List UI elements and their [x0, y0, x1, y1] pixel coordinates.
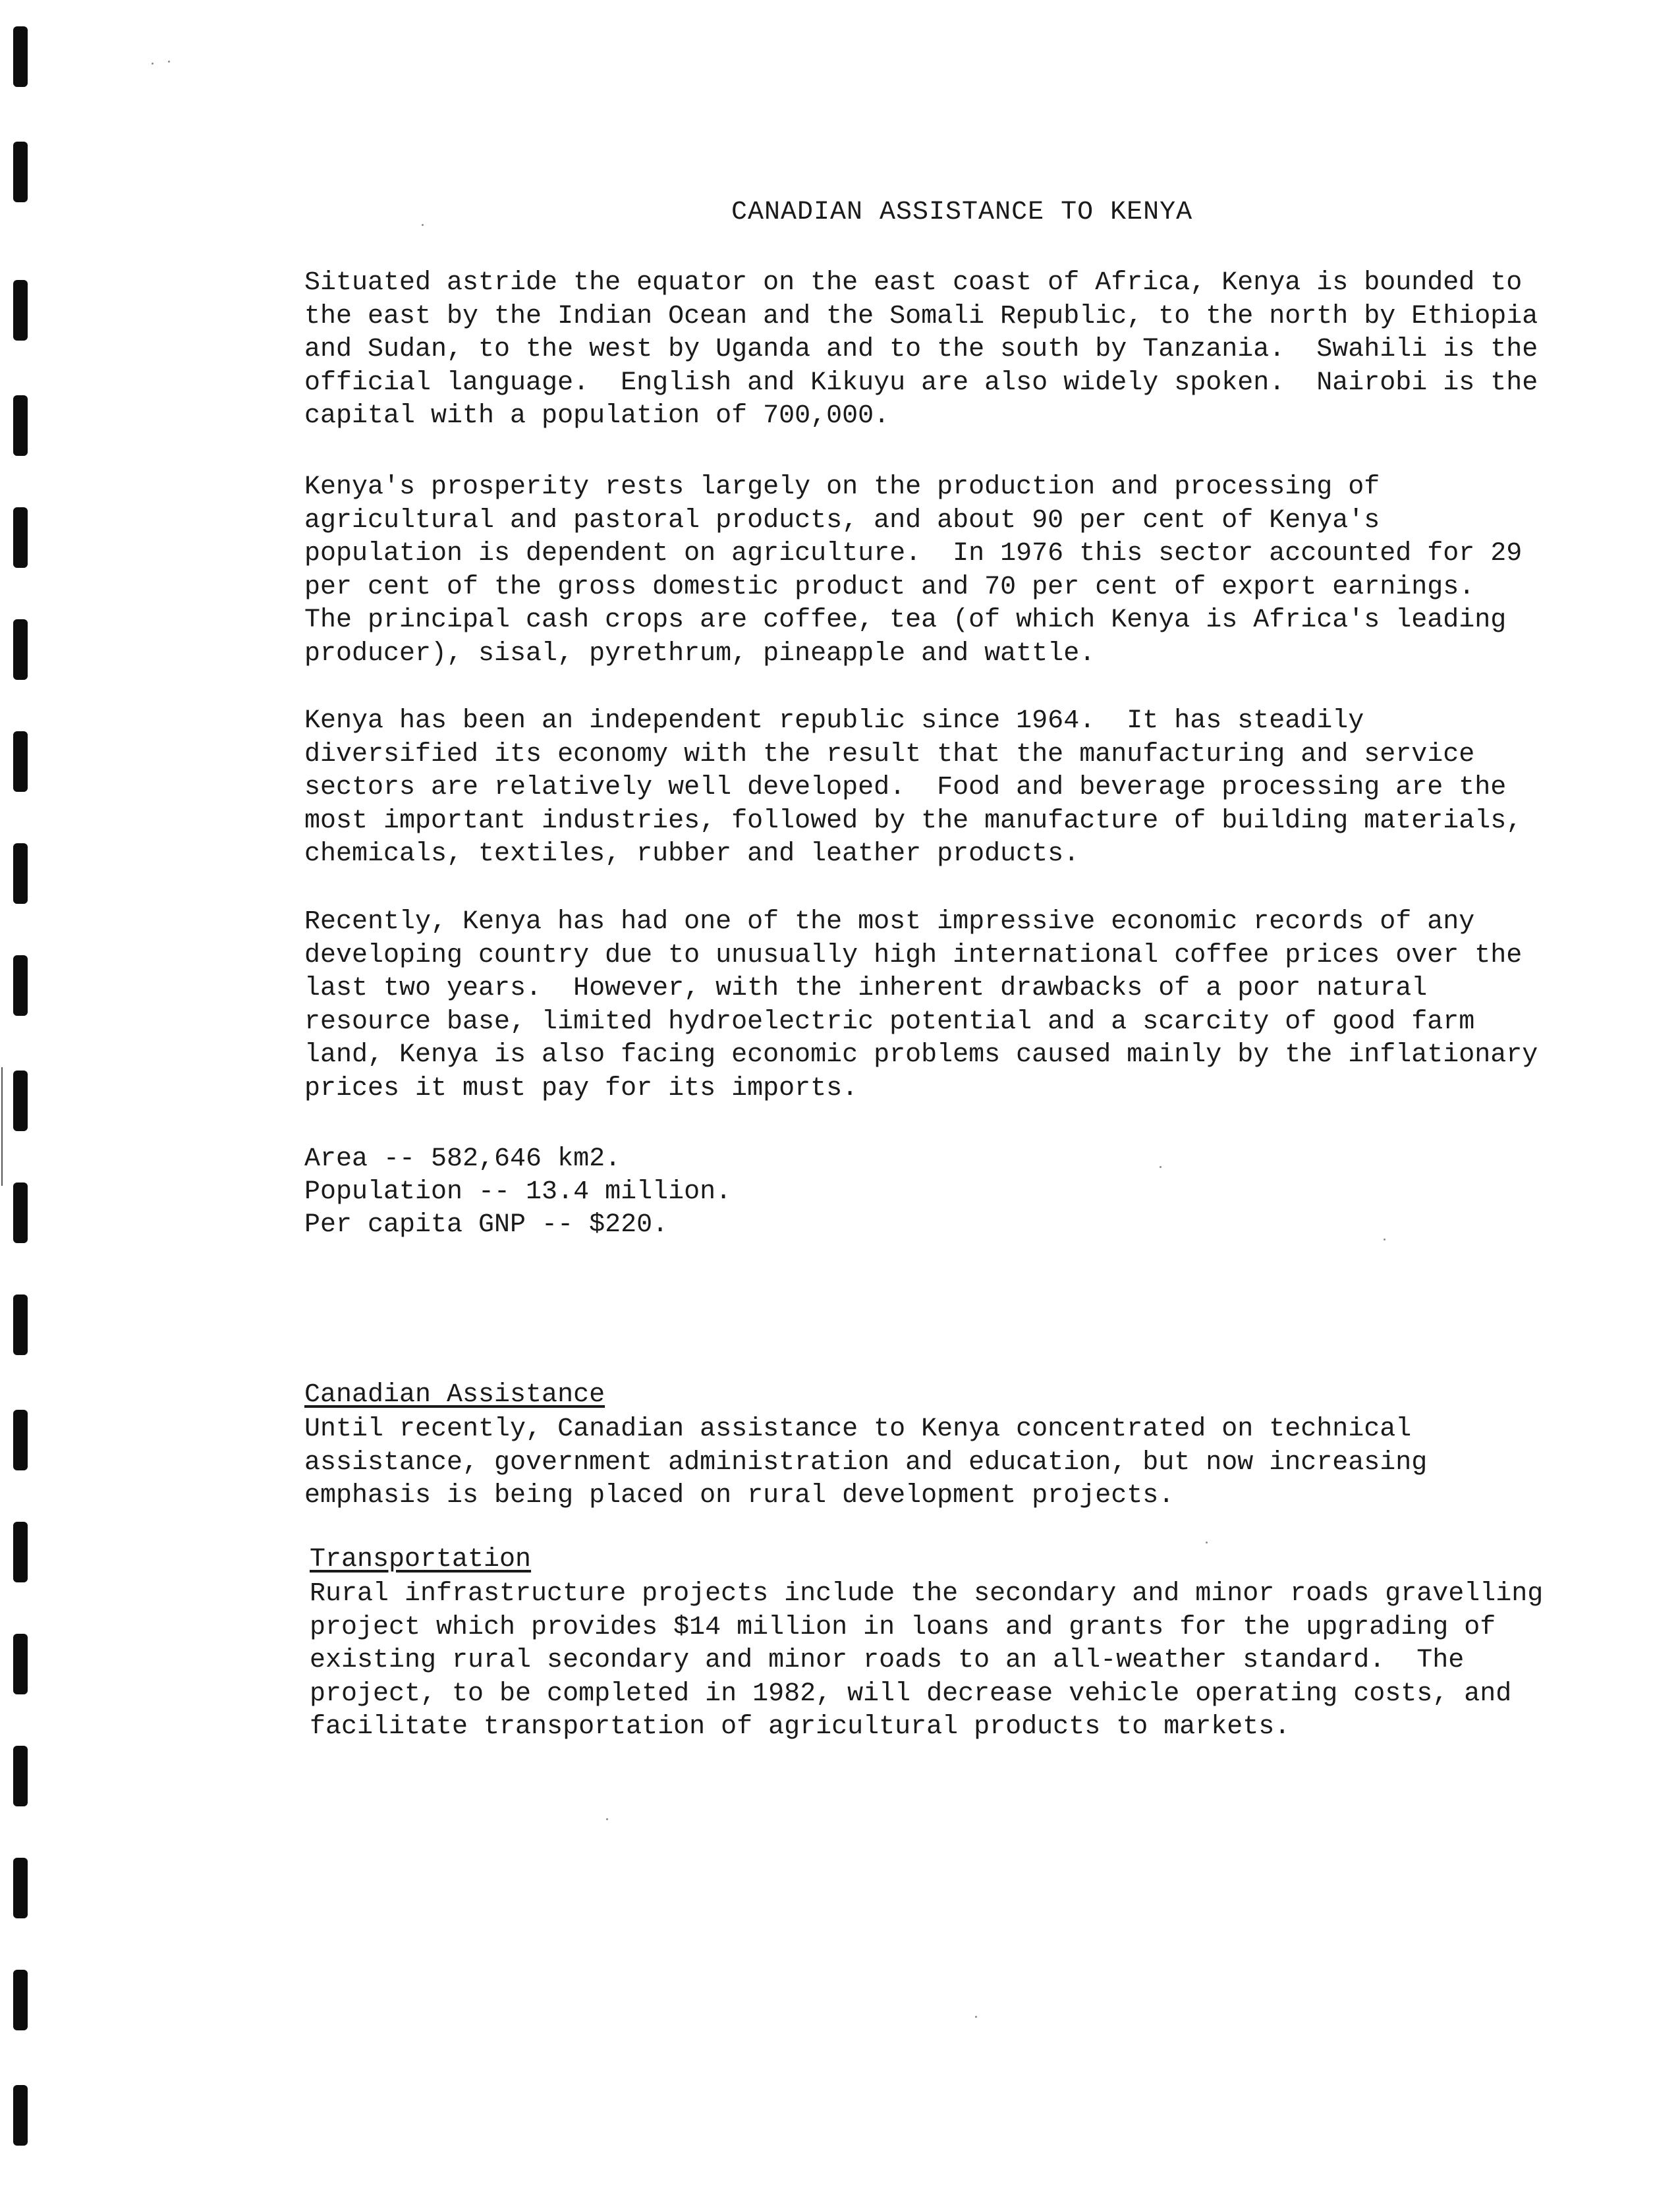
binder-hole: [13, 507, 28, 568]
section-heading-transportation: Transportation: [310, 1545, 532, 1574]
binder-hole: [13, 731, 28, 792]
paragraph-geography: Situated astride the equator on the east coast of Africa, Kenya is bounded to the east by the Indian Ocean and the Somali Republic, to the north by Ethiopia and Sudan, to the west by Uganda and to the south by Tanzania. Swahili is the official language. English and Kikuyu are also widely spoken. Nairobi is the capital with a population of 700,000.: [304, 268, 1538, 431]
binder-hole: [13, 1858, 28, 1918]
binder-hole: [13, 1522, 28, 1582]
scan-speck: [975, 2016, 977, 2018]
fact-population: Population -- 13.4 million.: [304, 1177, 732, 1207]
binder-hole: [13, 955, 28, 1016]
paragraph-recent: Recently, Kenya has had one of the most impressive economic records of any developing country due to unusually high international coffee prices over the last two years. However, with the inherent drawbacks of a poor natural resource base, limited hydroelectric potential and a scarcity of good farm land, Kenya is also facing economic problems caused mainly by the inflationary prices it must pay for its imports.: [304, 907, 1538, 1103]
binder-hole: [13, 395, 28, 456]
binder-hole: [13, 1746, 28, 1806]
scan-speck: [168, 61, 170, 63]
binder-hole: [13, 26, 28, 87]
scan-speck: [1384, 1239, 1386, 1240]
paragraph-history: Kenya has been an independent republic since 1964. It has steadily diversified its economy with the result that the manufacturing and service sectors are relatively well developed. Food and beverage processing are the most important industries, followed by the manufacture of building materials, chemicals, textiles, rubber and leather products.: [304, 706, 1523, 869]
scan-margin-line: [1, 1067, 3, 1186]
binder-hole: [13, 2085, 28, 2146]
binder-hole: [13, 1634, 28, 1694]
scan-speck: [606, 1818, 608, 1820]
section-heading-canadian-assistance: Canadian Assistance: [304, 1380, 605, 1410]
paragraph-economy: Kenya's prosperity rests largely on the production and processing of agricultural and pastoral products, and about 90 per cent of Kenya's population is dependent on agriculture. In 1976 this sector accounted for 29 per cent of the gross domestic product and 70 per cent of export earnings. The principal cash crops are coffee, tea (of which Kenya is Africa's leading producer), sisal, pyrethrum, pineapple and wattle.: [304, 472, 1523, 669]
binder-hole: [13, 619, 28, 680]
fact-area: Area -- 582,646 km2.: [304, 1144, 621, 1174]
scan-speck: [1160, 1166, 1162, 1168]
binder-hole: [13, 843, 28, 904]
binder-hole: [13, 142, 28, 202]
binder-hole: [13, 1183, 28, 1243]
section-body-transportation: Rural infrastructure projects include the secondary and minor roads gravelling project which provides $14 million in loans and grants for the upgrading of existing rural secondary and minor roads to an all-weather standard. The project, to be completed in 1982, will decrease vehicle operating costs, and facilitate transportation of agricultural products to markets.: [310, 1579, 1544, 1742]
binder-hole: [13, 1294, 28, 1355]
document-title: CANADIAN ASSISTANCE TO KENYA: [731, 198, 1193, 227]
fact-gnp: Per capita GNP -- $220.: [304, 1210, 669, 1240]
scan-speck: [1206, 1542, 1208, 1544]
scan-speck: [422, 224, 424, 226]
binder-hole: [13, 1071, 28, 1131]
binder-hole: [13, 1970, 28, 2030]
section-body-canadian-assistance: Until recently, Canadian assistance to Kenya concentrated on technical assistance, government administration and education, but now increasing emphasis is being placed on rural development projects.: [304, 1414, 1428, 1511]
binder-hole: [13, 1410, 28, 1470]
scan-speck: [152, 63, 154, 65]
binder-hole: [13, 280, 28, 341]
